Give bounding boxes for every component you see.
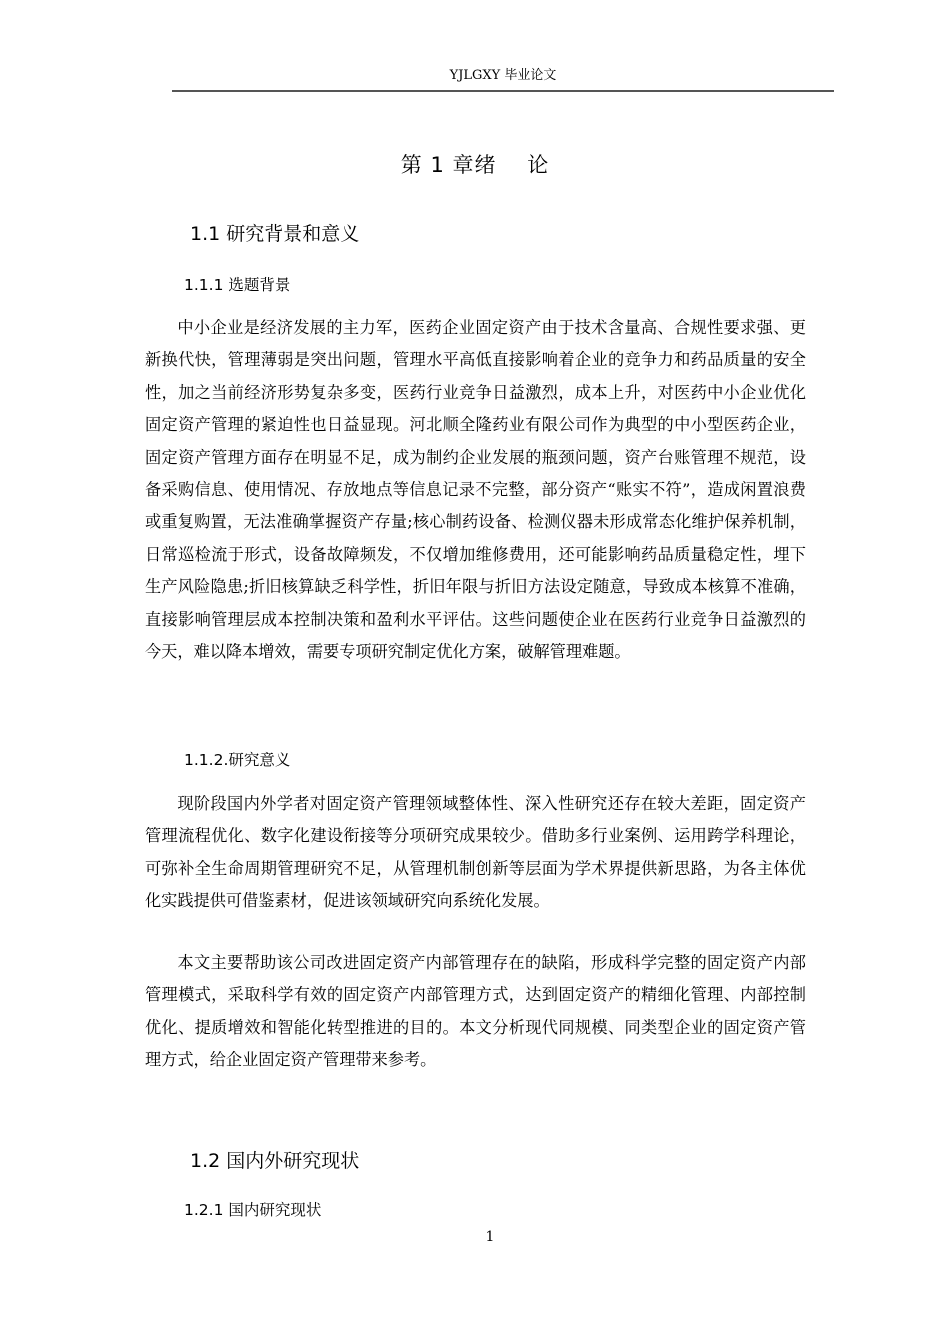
page-number: 1 [485, 1229, 495, 1245]
paragraph-background: 中小企业是经济发展的主力军，医药企业固定资产由于技术含量高、合规性要求强、更新换代快，管理薄弱是突出问题，管理水平高低直接影响着企业的竞争力和药品质量的安全性，加之当前经济形势复杂多变，医药行业竞争日益激烈，成本上升，对医药中小企业优化固定资产管理的紧迫性也日益显现。河北顺全隆药业有限公司作为典型的中小型医药企业，固定资产管理方面存在明显不足，成为制约企业发展的瓶颈问题，资产台账管理不规范，设备采购信息、使用情况、存放地点等信息记录不完整，部分资产“账实不符”，造成闲置浪费或重复购置，无法准确掌握资产存量;核心制药设备、检测仪器未形成常态化维护保养机制，日常巡检流于形式，设备故障频发，不仅增加维修费用，还可能影响药品质量稳定性，埋下生产风险隐患;折旧核算缺乏科学性，折旧年限与折旧方法设定随意，导致成本核算不准确，直接影响管理层成本控制决策和盈利水平评估。这些问题使企业在医药行业竞争日益激烈的今天，难以降本增效，需要专项研究制定优化方案，破解管理难题。 [145, 318, 806, 662]
subsection-heading-1-2-1: 1.2.1 国内研究现状 [184, 1201, 322, 1219]
running-header: YJLGXY 毕业论文 [449, 68, 557, 83]
subsection-heading-1-1-1: 1.1.1 选题背景 [184, 276, 291, 294]
section-heading-1-1: 1.1 研究背景和意义 [190, 223, 360, 245]
section-heading-1-2: 1.2 国内外研究现状 [190, 1150, 360, 1172]
paragraph-significance-1: 现阶段国内外学者对固定资产管理领域整体性、深入性研究还存在较大差距，固定资产管理流程优化、数字化建设衔接等分项研究成果较少。借助多行业案例、运用跨学科理论，可弥补全生命周期管理研究不足，从管理机制创新等层面为学术界提供新思路，为各主体优化实践提供可借鉴素材，促进该领域研究向系统化发展。 [145, 794, 806, 911]
chapter-title: 第 1 章绪 论 [400, 153, 550, 177]
paragraph-significance-2: 本文主要帮助该公司改进固定资产内部管理存在的缺陷，形成科学完整的固定资产内部管理模式，采取科学有效的固定资产内部管理方式，达到固定资产的精细化管理、内部控制优化、提质增效和智能化转型推进的目的。本文分析现代同规模、同类型企业的固定资产管理方式，给企业固定资产管理带来参考。 [145, 953, 806, 1070]
subsection-heading-1-1-2: 1.1.2.研究意义 [184, 751, 291, 769]
header-rule [172, 90, 834, 92]
